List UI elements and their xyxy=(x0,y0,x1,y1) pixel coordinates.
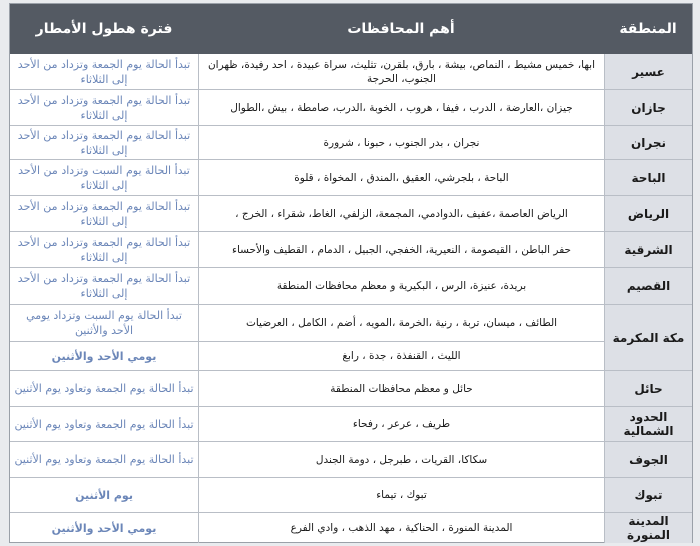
region-cell: تبوك xyxy=(604,478,692,512)
governorates-cell: ابها، خميس مشيط ، النماص، بيشة ، بارق، بلقرن، تثليث، سراة عبيدة ، احد رفيدة، ظهران الجنوب، الحرجة xyxy=(207,58,596,85)
period-cell: تبدأ الحالة يوم الجمعة وتزداد من الأحد إلى الثلاثاء xyxy=(17,199,191,228)
period-cell: تبدأ الحالة يوم الجمعة وتزداد من الأحد إلى الثلاثاء xyxy=(17,57,191,86)
region-cell: حائل xyxy=(604,371,692,406)
region-cell: مكة المكرمة xyxy=(604,305,692,370)
governorates-cell: الطائف ، ميسان، تربة ، رنية ،الخرمة ،المويه ، أضم ، الكامل ، العرضيات xyxy=(245,317,558,329)
governorates-cell: طريف ، عرعر ، رفحاء xyxy=(352,418,451,430)
table-row xyxy=(10,232,692,268)
period-cell: تبدأ الحالة يوم الجمعة وتعاود يوم الأثنين xyxy=(14,382,194,395)
table-header xyxy=(10,4,692,54)
table-row xyxy=(10,371,692,407)
period-cell: تبدأ الحالة يوم السبت وتزداد من الأحد إلى الثلاثاء xyxy=(18,163,190,192)
region-cell: جازان xyxy=(604,90,692,125)
table-row xyxy=(10,478,692,513)
period-cell: تبدأ الحالة يوم الجمعة وتزداد من الأحد إلى الثلاثاء xyxy=(17,272,191,300)
period-cell: يوم الأثنين xyxy=(75,488,133,502)
region-cell: الجوف xyxy=(604,442,692,477)
period-cell: تبدأ الحالة يوم الجمعة وتعاود يوم الأثنين xyxy=(14,417,194,431)
table-row xyxy=(10,126,692,160)
table-row xyxy=(10,407,692,442)
period-cell: تبدأ الحالة يوم السبت وتزداد يومي الأحد والأثنين xyxy=(26,309,182,337)
table-row xyxy=(10,160,692,196)
table-row xyxy=(10,268,692,305)
period-cell: تبدأ الحالة يوم الجمعة وتزداد من الأحد إلى الثلاثاء xyxy=(17,128,191,157)
table-row xyxy=(10,196,692,232)
governorates-cell: حفر الباطن ، القيصومة ، النعيرية، الخفجي، الجبيل ، الدمام ، القطيف والأحساء xyxy=(232,243,571,256)
period-cell: يومي الأحد والأثنين xyxy=(51,521,157,535)
governorates-cell: سكاكا، القريات ، طبرجل ، دومة الجندل xyxy=(315,453,488,466)
region-cell: عسير xyxy=(604,54,692,89)
table-row xyxy=(10,305,692,371)
period-cell: تبدأ الحالة يوم الجمعة وتزداد من الأحد إلى الثلاثاء xyxy=(17,235,191,264)
table-row xyxy=(10,442,692,478)
region-cell: الشرقية xyxy=(604,232,692,267)
governorates-cell: تبوك ، تيماء xyxy=(376,489,427,501)
governorates-cell: جيزان ،العارضة ، الدرب ، فيفا ، هروب ، الخوبة ،الدرب، صامطة ، بيش ،الطوال xyxy=(230,101,573,114)
table-row xyxy=(10,54,692,90)
region-cell: نجران xyxy=(604,126,692,159)
header-period: فترة هطول الأمطار xyxy=(35,21,173,37)
period-cell: تبدأ الحالة يوم الجمعة وتعاود يوم الأثنين xyxy=(14,453,194,466)
region-cell: القصيم xyxy=(604,268,692,304)
region-cell: المدينة المنورة xyxy=(604,513,692,543)
table-row xyxy=(10,90,692,126)
region-cell: الرياض xyxy=(604,196,692,231)
governorates-cell: المدينة المنورة ، الحناكية ، مهد الذهب ، وادي الفرع xyxy=(290,522,513,534)
period-cell: تبدأ الحالة يوم الجمعة وتزداد من الأحد إلى الثلاثاء xyxy=(17,93,191,122)
table-row xyxy=(10,513,692,543)
region-cell: الحدود الشمالية xyxy=(604,407,692,441)
governorates-cell: الرياض العاصمة ،عفيف ،الدوادمي، المجمعة، الزلفي، الغاط، شقراء ، الخرج ، xyxy=(235,207,568,220)
period-cell-secondary: يومي الأحد والأثنين xyxy=(51,349,157,363)
header-governorates: أهم المحافظات xyxy=(347,21,455,37)
governorates-cell-secondary: الليث ، القنفذة ، جدة ، رابغ xyxy=(342,350,461,362)
governorates-cell: نجران ، بدر الجنوب ، حبونا ، شرورة xyxy=(323,136,480,149)
governorates-cell: حائل و معظم محافظات المنطقة xyxy=(330,382,473,395)
rainfall-table xyxy=(9,3,693,543)
header-region: المنطقة xyxy=(619,21,677,37)
governorates-cell: بريدة، عنيزة، الرس ، البكيرية و معظم محافظات المنطقة xyxy=(276,280,527,292)
region-cell: الباحة xyxy=(604,160,692,195)
governorates-cell: الباحة ، بلجرشي، العقيق ،المندق ، المخواة ، قلوة xyxy=(294,171,509,184)
